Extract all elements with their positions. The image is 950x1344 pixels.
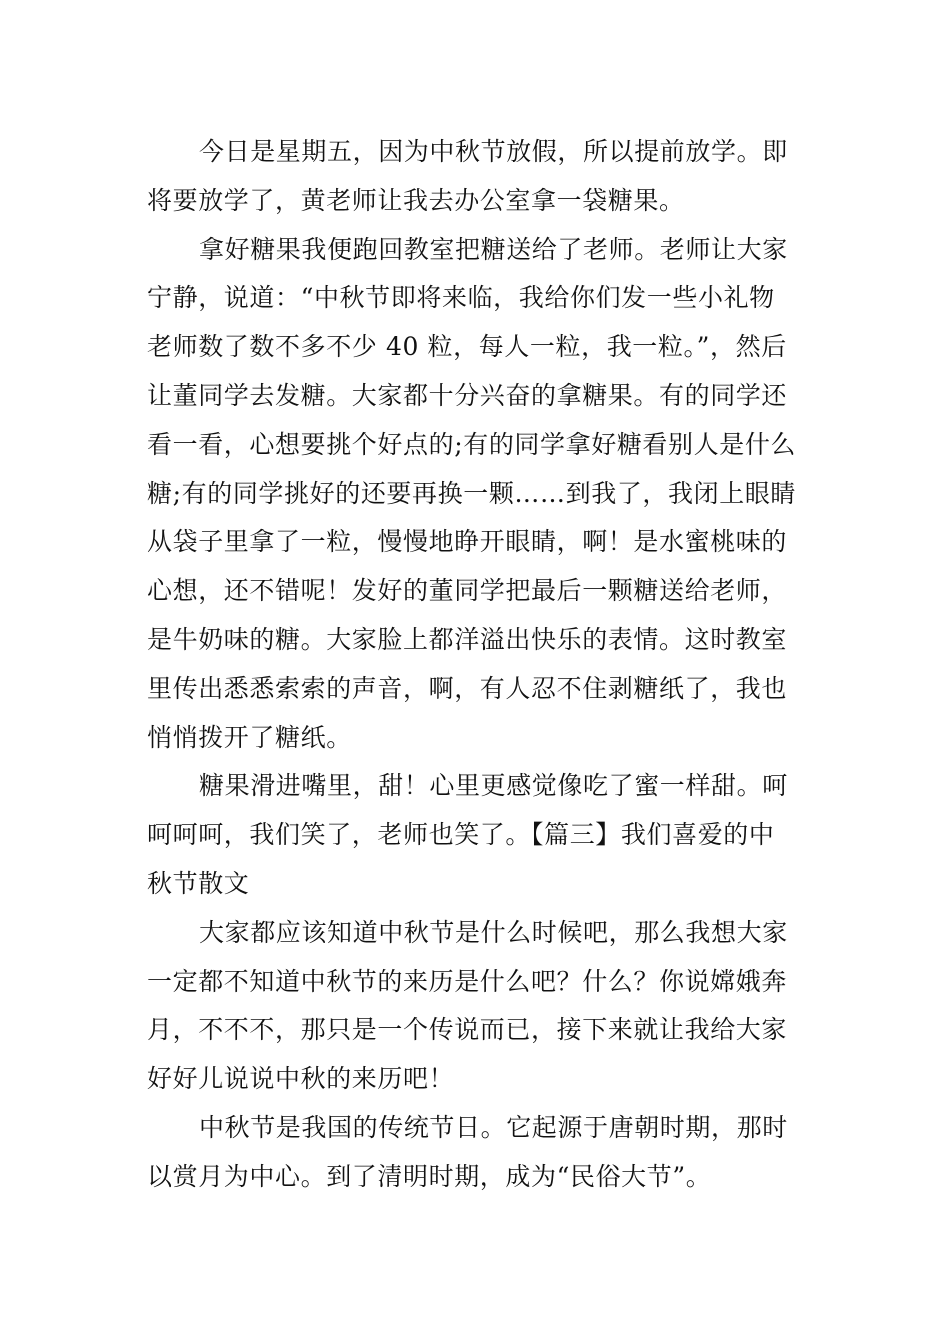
text-line: 糖;有的同学挑好的还要再换一颗……到我了，我闭上眼睛 bbox=[147, 478, 797, 508]
text-line: 月，不不不，那只是一个传说而已，接下来就让我给大家 bbox=[147, 1015, 788, 1045]
text-line: 一定都不知道中秋节的来历是什么吧？什么？你说嫦娥奔 bbox=[147, 966, 788, 996]
text-line: 中秋节是我国的传统节日。它起源于唐朝时期，那时 bbox=[199, 1112, 788, 1142]
text-line: 秋节散文 bbox=[147, 868, 250, 898]
text-line: 好好儿说说中秋的来历吧！ bbox=[147, 1064, 455, 1094]
text-line: 拿好糖果我便跑回教室把糖送给了老师。老师让大家 bbox=[199, 234, 788, 264]
text-line: 让董同学去发糖。大家都十分兴奋的拿糖果。有的同学还 bbox=[147, 380, 788, 410]
text-line: 是牛奶味的糖。大家脸上都洋溢出快乐的表情。这时教室 bbox=[147, 624, 788, 654]
text-line: 宁静，说道：“中秋节即将来临，我给你们发一些小礼物 bbox=[147, 283, 775, 313]
text-line: 大家都应该知道中秋节是什么时候吧，那么我想大家 bbox=[199, 917, 788, 947]
text-line: 里传出悉悉索索的声音，啊，有人忍不住剥糖纸了，我也 bbox=[147, 673, 788, 703]
text-line: 将要放学了，黄老师让我去办公室拿一袋糖果。 bbox=[147, 185, 685, 215]
text-line: 看一看，心想要挑个好点的;有的同学拿好糖看别人是什么 bbox=[147, 429, 797, 459]
text-line: 今日是星期五，因为中秋节放假，所以提前放学。即 bbox=[199, 137, 788, 166]
text-line: 心想，还不错呢！发好的董同学把最后一颗糖送给老师， bbox=[147, 576, 788, 606]
text-line: 糖果滑进嘴里，甜！心里更感觉像吃了蜜一样甜。呵 bbox=[199, 771, 788, 801]
text-line: 老师数了数不多不少 40 粒，每人一粒，我一粒。”，然后 bbox=[147, 332, 787, 362]
text-line: 悄悄拨开了糖纸。 bbox=[147, 722, 352, 752]
essay-body bbox=[147, 128, 807, 1202]
text-line: 以赏月为中心。到了清明时期，成为“民俗大节”。 bbox=[147, 1161, 712, 1191]
text-line: 从袋子里拿了一粒，慢慢地睁开眼睛，啊！是水蜜桃味的 bbox=[147, 527, 788, 557]
text-line: 呵呵呵，我们笑了，老师也笑了。【篇三】我们喜爱的中 bbox=[147, 820, 775, 850]
